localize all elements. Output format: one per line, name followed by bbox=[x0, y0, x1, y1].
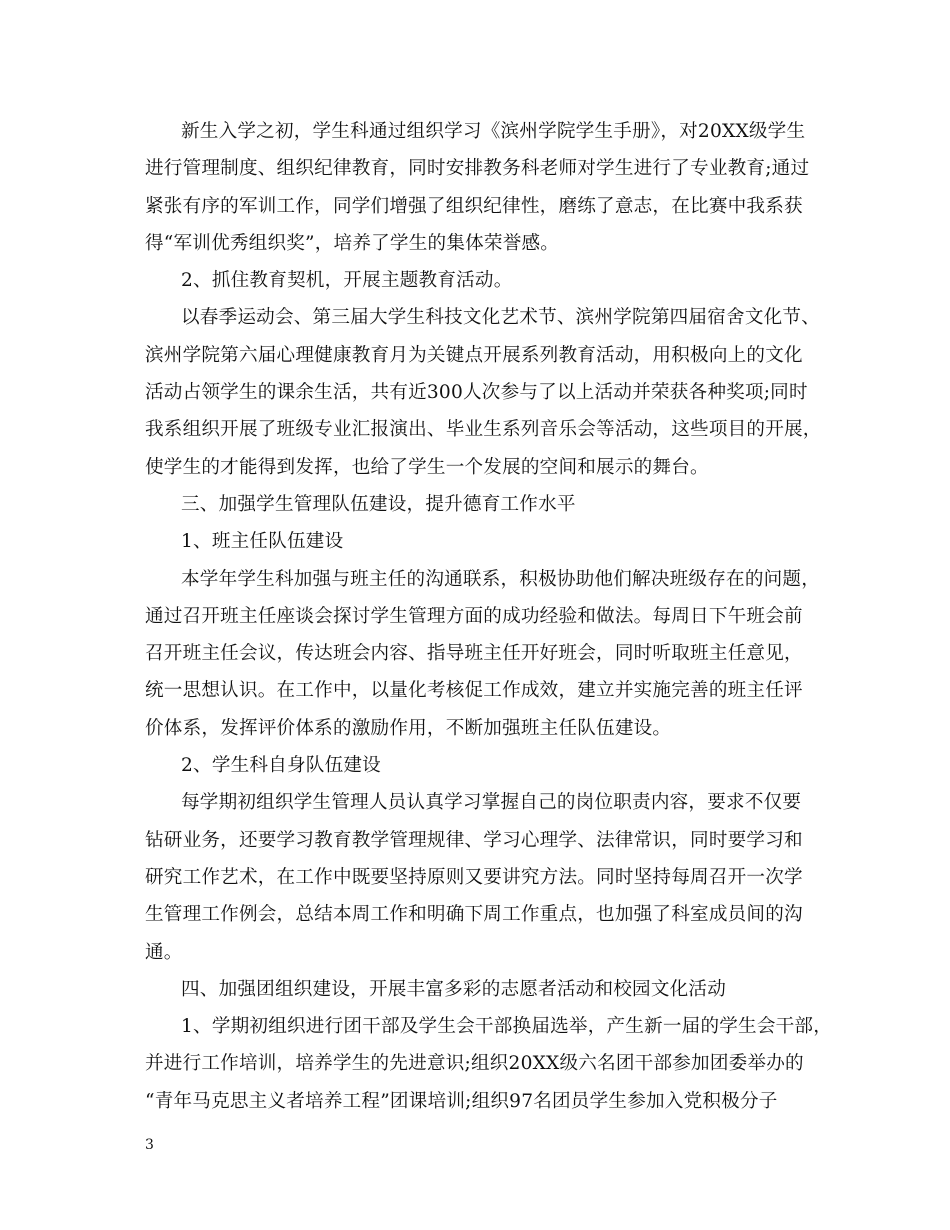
paragraph-line: 通过召开班主任座谈会探讨学生管理方面的成功经验和做法。每周日下午班会前 bbox=[145, 605, 803, 627]
paragraph-line: 召开班主任会议，传达班会内容、指导班主任开好班会，同时听取班主任意见， bbox=[145, 643, 803, 665]
paragraph-line: 研究工作艺术，在工作中既要坚持原则又要讲究方法。同时坚持每周召开一次学 bbox=[145, 866, 803, 888]
paragraph-line: 价体系，发挥评价体系的激励作用，不断加强班主任队伍建设。 bbox=[145, 717, 672, 739]
paragraph-line: 滨州学院第六届心理健康教育月为关键点开展系列教育活动，用积极向上的文化 bbox=[145, 344, 803, 366]
paragraph-line: 每学期初组织学生管理人员认真学习掌握自己的岗位职责内容，要求不仅要 bbox=[181, 792, 802, 814]
paragraph-line: 1、学期初组织进行团干部及学生会干部换届选举，产生新一届的学生会干部， bbox=[181, 1016, 833, 1038]
paragraph-line: 生管理工作例会，总结本周工作和明确下周工作重点，也加强了科室成员间的沟 bbox=[145, 904, 803, 926]
paragraph-line: 统一思想认识。在工作中，以量化考核促工作成效，建立并实施完善的班主任评 bbox=[145, 680, 803, 702]
paragraph-line: “青年马克思主义者培养工程”团课培训;组织97名团员学生参加入党积极分子 bbox=[145, 1090, 778, 1112]
section-heading: 三、加强学生管理队伍建设，提升德育工作水平 bbox=[181, 493, 576, 515]
section-heading: 2、学生科自身队伍建设 bbox=[181, 755, 381, 777]
paragraph-line: 钻研业务，还要学习教育教学管理规律、学习心理学、法律常识，同时要学习和 bbox=[145, 829, 803, 851]
paragraph-line: 通。 bbox=[145, 941, 183, 963]
page-number: 3 bbox=[145, 1137, 154, 1153]
section-heading: 四、加强团组织建设，开展丰富多彩的志愿者活动和校园文化活动 bbox=[181, 978, 727, 1000]
paragraph-line: 我系组织开展了班级专业汇报演出、毕业生系列音乐会等活动，这些项目的开展， bbox=[145, 419, 822, 441]
paragraph-line: 进行管理制度、组织纪律教育，同时安排教务科老师对学生进行了专业教育;通过 bbox=[145, 158, 810, 180]
section-heading: 2、抓住教育契机，开展主题教育活动。 bbox=[181, 270, 513, 292]
paragraph-line: 紧张有序的军训工作，同学们增强了组织纪律性，磨练了意志，在比赛中我系获 bbox=[145, 195, 803, 217]
document-body bbox=[145, 113, 833, 1120]
paragraph-line: 本学年学生科加强与班主任的沟通联系，积极协助他们解决班级存在的问题， bbox=[181, 568, 820, 590]
paragraph-line: 使学生的才能得到发挥，也给了学生一个发展的空间和展示的舞台。 bbox=[145, 456, 709, 478]
paragraph-line: 以春季运动会、第三届大学生科技文化艺术节、滨州学院第四届宿舍文化节、 bbox=[181, 307, 820, 329]
paragraph-line: 得“军训优秀组织奖”，培养了学生的集体荣誉感。 bbox=[145, 232, 560, 254]
paragraph-line: 新生入学之初，学生科通过组织学习《滨州学院学生手册》，对20XX级学生 bbox=[181, 121, 806, 142]
paragraph-line: 并进行工作培训，培养学生的先进意识;组织20XX级六名团干部参加团委举办的 bbox=[145, 1053, 804, 1075]
section-heading: 1、班主任队伍建设 bbox=[181, 531, 344, 553]
paragraph-line: 活动占领学生的课余生活，共有近300人次参与了以上活动并荣获各种奖项;同时 bbox=[145, 382, 808, 404]
